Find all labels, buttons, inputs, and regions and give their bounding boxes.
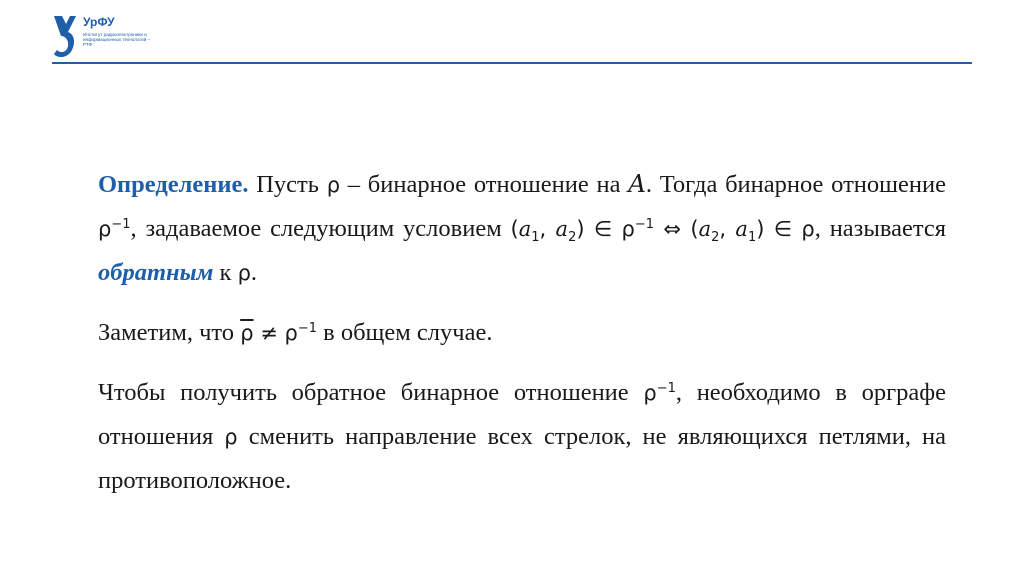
urfu-logo-icon	[52, 14, 78, 60]
definition-term: Определение.	[98, 171, 249, 198]
math-rho: ρ	[224, 425, 238, 449]
definition-paragraph	[98, 162, 946, 295]
logo-title: УрФУ	[83, 15, 115, 29]
slide-content	[98, 162, 946, 519]
math-rho: ρ	[326, 173, 341, 197]
text: – бинарное отношение на	[340, 171, 629, 198]
text: , задаваемое следующим условием	[130, 215, 511, 242]
text: .	[250, 259, 258, 286]
text: к	[213, 259, 238, 286]
emphasized-term: обратным	[98, 259, 214, 286]
math-condition: ($a_1$, $a_2$) ∈ $\rho^{-1}$ ⇔ ($a_2$, $a_1$) ∈ ρ	[510, 217, 815, 246]
math-rho-inverse: $\rho^{-1}$	[98, 217, 131, 241]
text: . Тогда бинарное отношение	[645, 171, 946, 198]
math-rho-inverse: $\rho^{-1}$	[643, 381, 676, 405]
text: Пусть	[248, 171, 327, 198]
text: , называется	[814, 215, 946, 242]
header-divider	[52, 62, 972, 64]
note-paragraph	[98, 311, 946, 355]
logo-subtitle: Институт радиоэлектроники и информационных технологий – РТФ	[83, 32, 151, 48]
text: в общем случае.	[317, 319, 493, 346]
text: Чтобы получить обратное бинарное отношение	[98, 379, 644, 406]
math-rho: ρ	[237, 261, 251, 285]
slide-header	[0, 0, 1024, 70]
procedure-paragraph	[98, 371, 946, 503]
math-inequality: $\overline{\rho} \ne \rho^{-1}$	[240, 321, 317, 345]
text: сменить направление всех стрелок, не являющихся петлями, на противоположное.	[98, 423, 946, 494]
math-set-a: A	[628, 169, 646, 198]
text: , необходимо в орграфе отношения	[98, 379, 947, 450]
text: Заметим, что	[98, 319, 241, 346]
